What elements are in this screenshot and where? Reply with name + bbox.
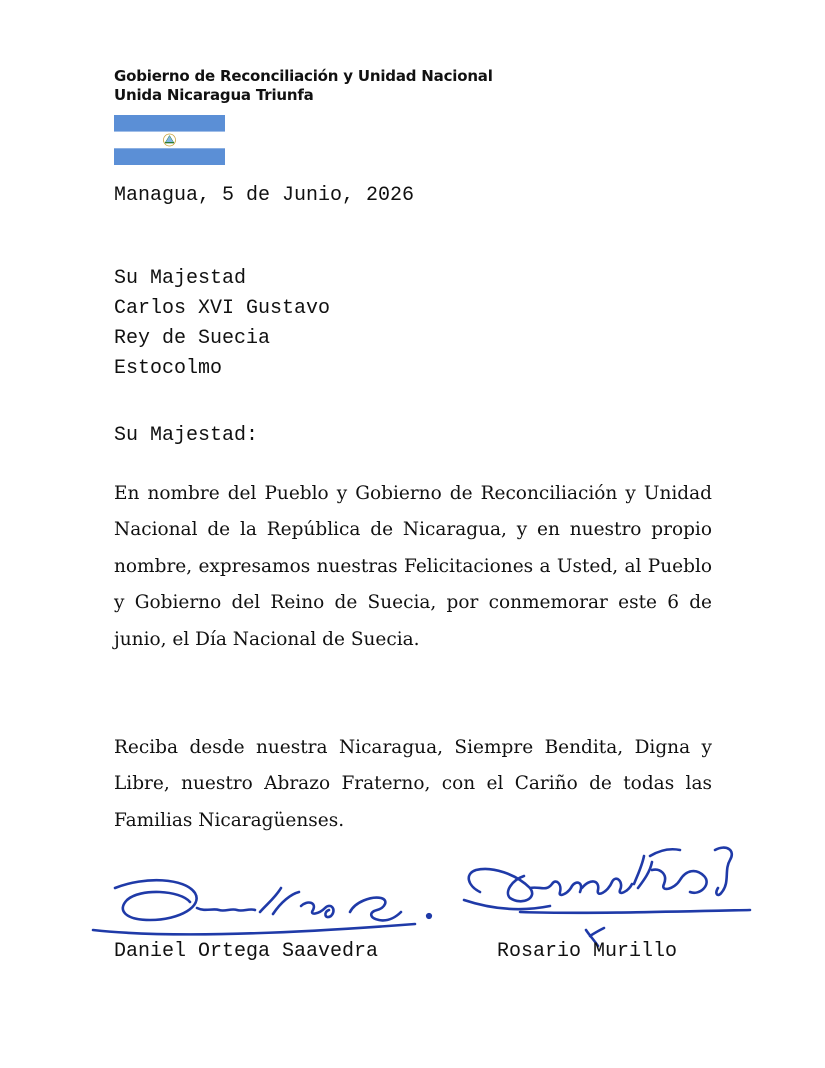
letterhead [114, 67, 493, 105]
recipient-line-2: Carlos XVI Gustavo [114, 297, 331, 320]
salutation: Su Majestad: [114, 424, 259, 447]
signatory-right-name: Rosario Murillo [497, 940, 678, 963]
recipient-line-4: Estocolmo [114, 357, 223, 380]
letterhead-line-2: Unida Nicaragua Triunfa [114, 86, 314, 104]
signature-daniel-ortega [85, 868, 445, 943]
signatory-left-name: Daniel Ortega Saavedra [114, 940, 379, 963]
letter-date: Managua, 5 de Junio, 2026 [114, 184, 415, 207]
recipient-line-1: Su Majestad [114, 267, 247, 290]
nicaragua-flag-icon [114, 115, 225, 165]
signature-rosario-murillo [460, 840, 755, 950]
recipient-line-3: Rey de Suecia [114, 327, 271, 350]
body-paragraph-2: Reciba desde nuestra Nicaragua, Siempre Bendita, Digna y Libre, nuestro Abrazo Fraterno, con el Cariño de todas las Familias Nicaragüenses. [114, 737, 712, 831]
letterhead-line-1: Gobierno de Reconciliación y Unidad Nacional [114, 67, 493, 85]
body-paragraph-1: En nombre del Pueblo y Gobierno de Reconciliación y Unidad Nacional de la República de Nicaragua, y en nuestro propio nombre, expresamos nuestras Felicitaciones a Usted, al Pueblo y Gobierno del Reino de Suecia, por conmemorar este 6 de junio, el Día Nacional de Suecia. [114, 483, 712, 650]
